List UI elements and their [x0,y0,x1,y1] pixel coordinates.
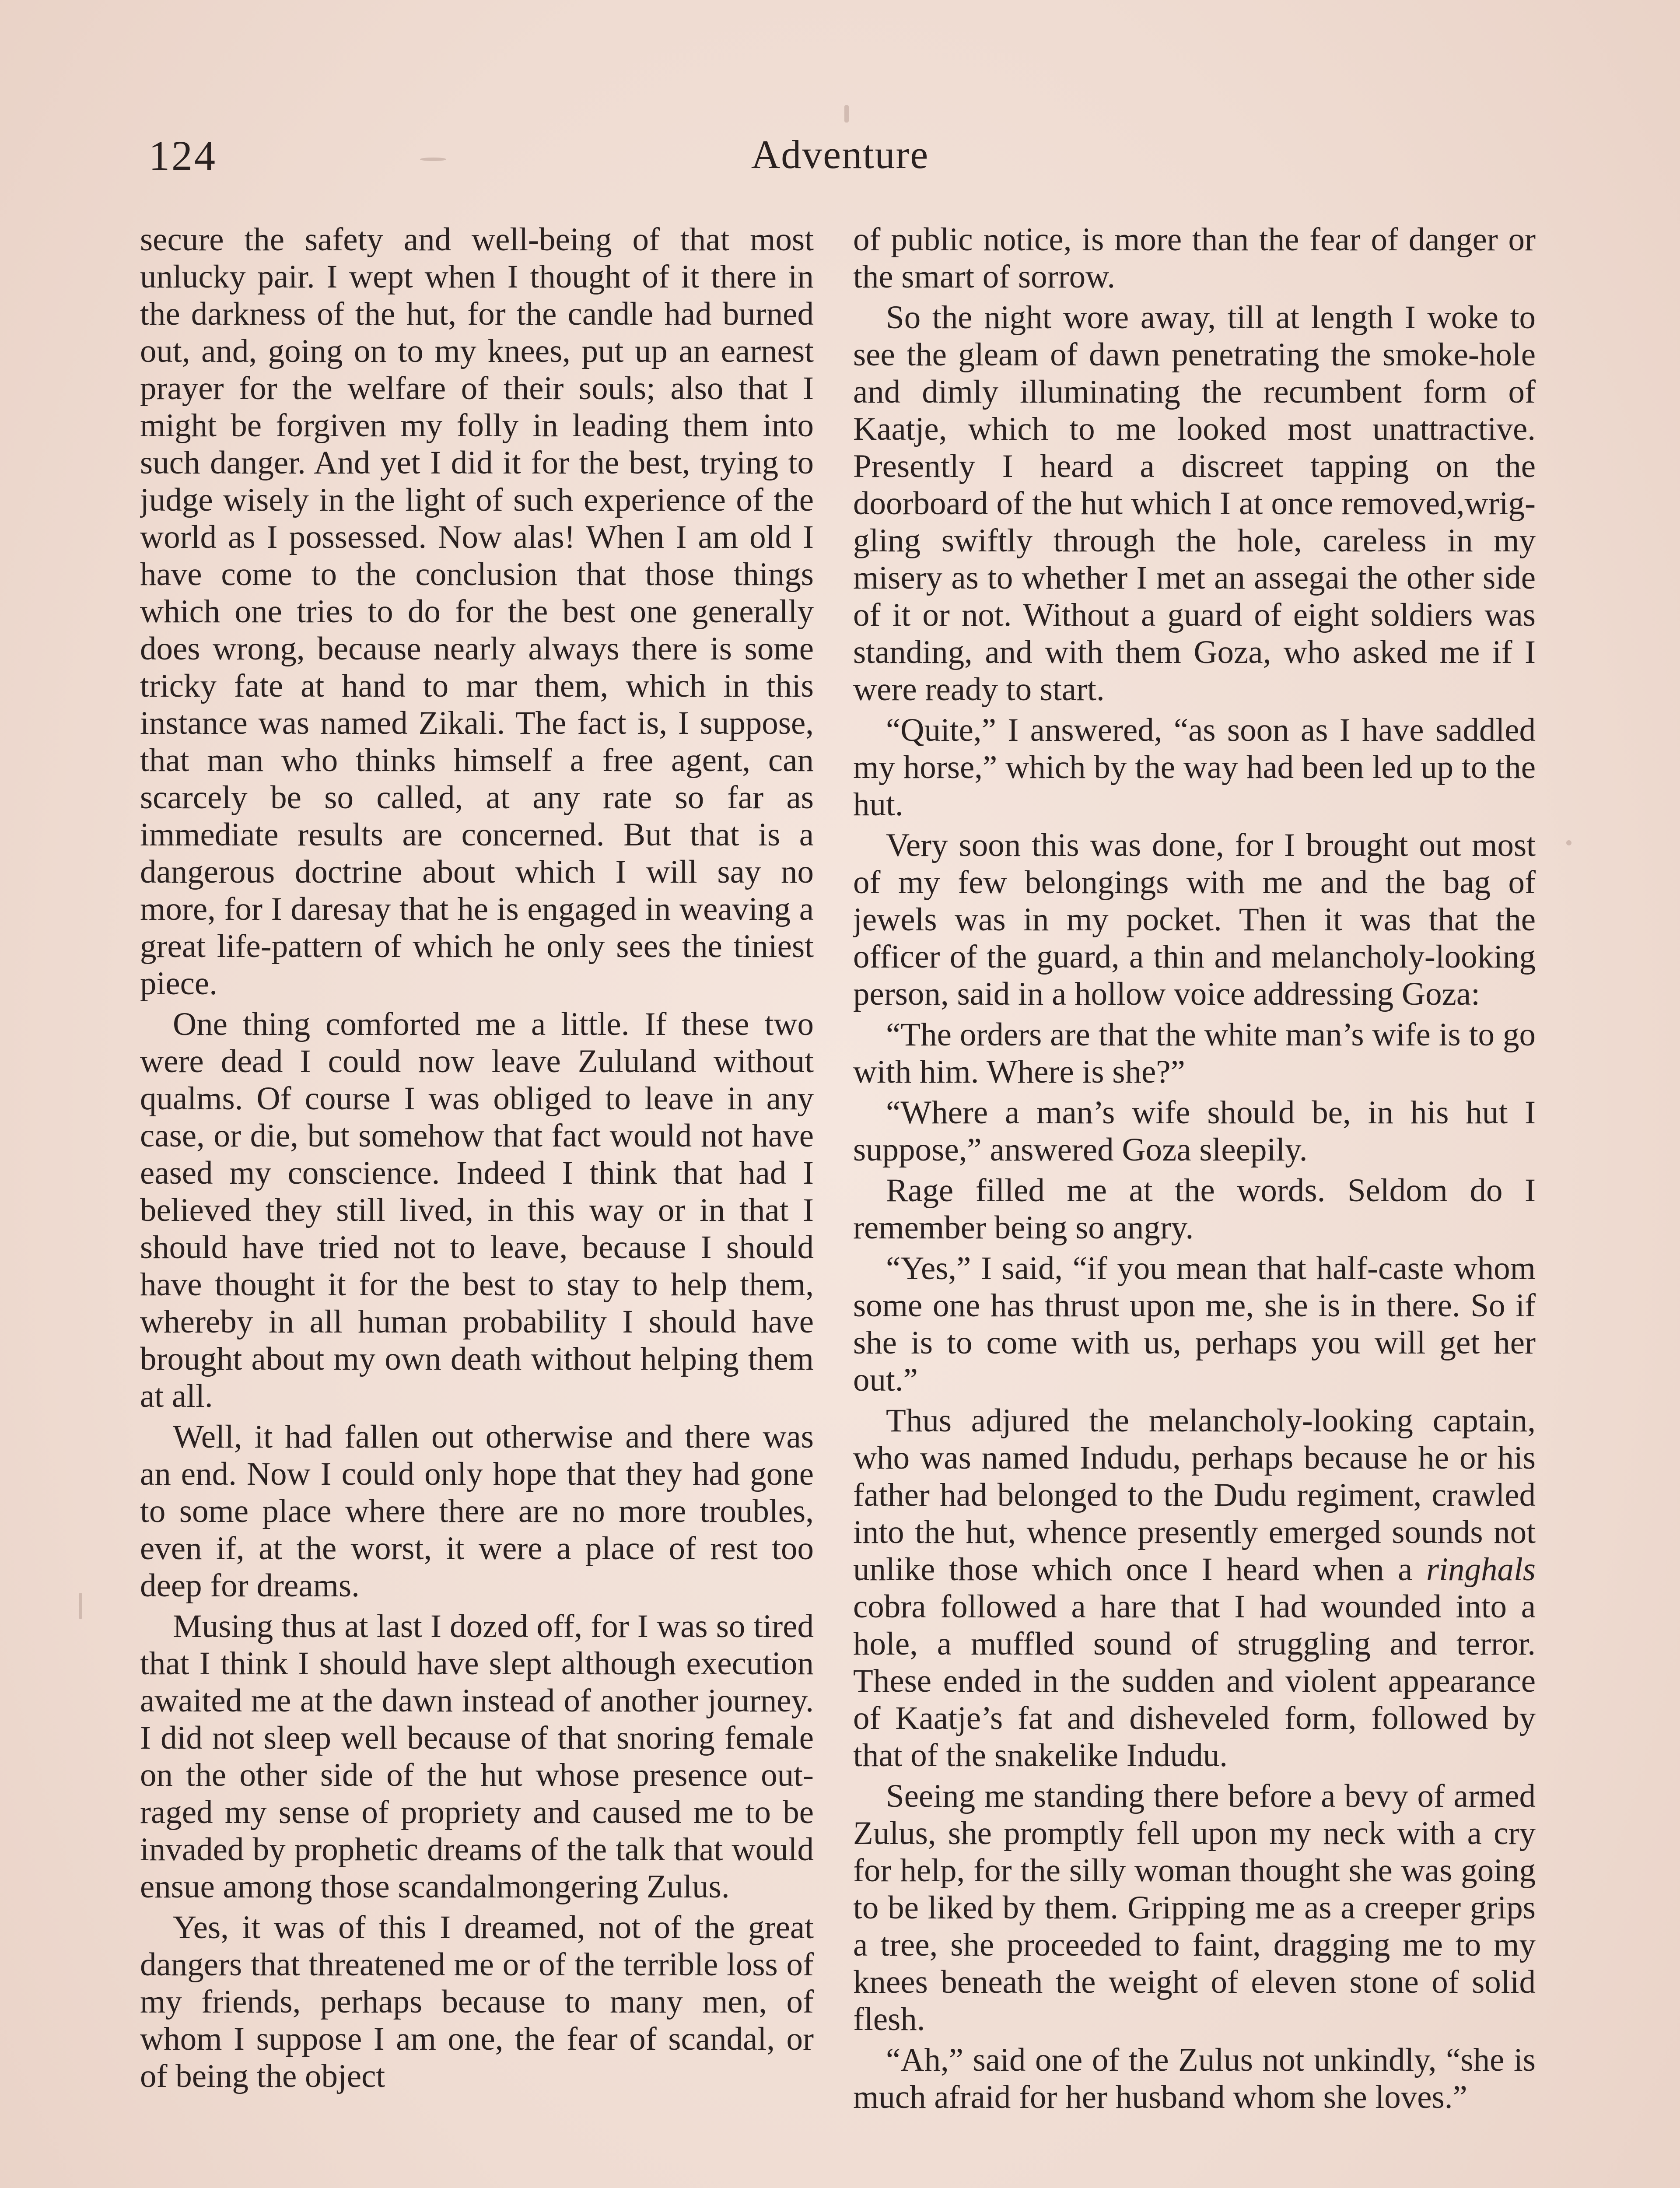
paragraph: “Where a man’s wife should be, in his hut I suppose,” answered Goza sleepily. [853,1094,1536,1168]
paragraph: Seeing me standing there before a bevy of armed Zulus, she promptly fell upon my neck with a cry for help, for the silly woman thought she was going to be liked by them. Gripping me as a creeper grips a tree, she proceeded to faint, dragging me to my knees beneath the weight of eleven stone of solid flesh. [853,1778,1536,2037]
page-header [0,131,1680,193]
paragraph: “The orders are that the white man’s wife is to go with him. Where is she?” [853,1017,1536,1090]
paragraph: of public notice, is more than the fear of danger or the smart of sorrow. [853,221,1536,295]
paragraph: “Ah,” said one of the Zulus not unkindly, “she is much afraid for her husband whom she loves.” [853,2042,1536,2115]
paragraph: Yes, it was of this I dreamed, not of the great dangers that threatened me or of the terrible loss of my friends, perhaps because to many men, of whom I suppose I am one, the fear of scandal, or of being the object [140,1909,814,2094]
paragraph: Rage filled me at the words. Seldom do I remember being so angry. [853,1172,1536,1246]
paragraph [853,1402,1536,1774]
paragraph-text: cobra followed a hare that I had wounded into a hole, a muffled sound of struggling and terror. These ended in the sudden and violent appearance of Kaatje’s fat and disheveled form, followed by that of the snakelike Indudu. [853,1588,1536,1774]
paragraph: secure the safety and well-being of that most unlucky pair. I wept when I thought of it there in the darkness of the hut, for the candle had burned out, and, going on to my knees, put up an earnest prayer for the welfare of their souls; also that I might be forgiven my folly in leading them into such danger. And yet I did it for the best, trying to judge wisely in the light of such experience of the world as I possessed. Now alas! When I am old I have come to the conclusion that those things which one tries to do for the best one generally does wrong, because nearly always there is some tricky fate at hand to mar them, which in this instance was named Zikali. The fact is, I suppose, that man who thinks himself a free agent, can scarcely be so called, at any rate so far as immediate results are concerned. But that is a dangerous doctrine about which I will say no more, for I daresay that he is engaged in weaving a great life-pattern of which he only sees the tiniest piece. [140,221,814,1002]
left-text-column [140,221,814,2188]
paper-fiber [844,105,849,123]
paper-speck [1566,840,1572,845]
paragraph: “Quite,” I answered, “as soon as I have saddled my horse,” which by the way had been led up to the hut. [853,712,1536,823]
page-number: 124 [149,132,217,179]
paragraph: “Yes,” I said, “if you mean that half-caste whom some one has thrust upon me, she is in there. So if she is to come with us, perhaps you will get her out.” [853,1250,1536,1398]
paragraph: Very soon this was done, for I brought out most of my few belongings with me and the bag of jewels was in my pocket. Then it was that the officer of the guard, a thin and melancholy-looking person, said in a hollow voice addressing Goza: [853,827,1536,1012]
paragraph: So the night wore away, till at length I woke to see the gleam of dawn penetrating the smoke-hole and dimly illuminating the recumbent form of Kaatje, which to me looked most unattractive. Presently I heard a discreet tapping on the doorboard of the hut which I at once removed,wriggling swiftly through the hole, careless in my misery as to whether I met an assegai the other side of it or not. Without a guard of eight soldiers was standing, and with them Goza, who asked me if I were ready to start. [853,299,1536,708]
paragraph: Musing thus at last I dozed off, for I was so tired that I think I should have slept although execution awaited me at the dawn instead of another journey. I did not sleep well because of that snoring female on the other side of the hut whose presence outraged my sense of propriety and caused me to be invaded by prophetic dreams of the talk that would ensue among those scandalmongering Zulus. [140,1608,814,1905]
paper-fiber [79,1593,82,1619]
right-text-column [853,221,1536,2188]
paragraph: One thing comforted me a little. If these two were dead I could now leave Zululand without qualms. Of course I was obliged to leave in any case, or die, but somehow that fact would not have eased my conscience. Indeed I think that had I believed they still lived, in this way or in that I should have tried not to leave, because I should have thought it for the best to stay to help them, whereby in all human probability I should have brought about my own death without helping them at all. [140,1006,814,1414]
italic-term: ringhals [1426,1551,1536,1588]
paper-fiber [420,158,446,161]
running-title: Adventure [751,132,929,177]
paragraph: Well, it had fallen out otherwise and there was an end. Now I could only hope that they had gone to some place where there are no more troubles, even if, at the worst, it were a place of rest too deep for dreams. [140,1419,814,1604]
paragraph-text: Thus adjured the melancholy-looking captain, who was named Indudu, perhaps because he or his father had belonged to the Dudu regiment, crawled into the hut, whence presently emerged sounds not unlike those which once I heard when a [853,1403,1536,1588]
